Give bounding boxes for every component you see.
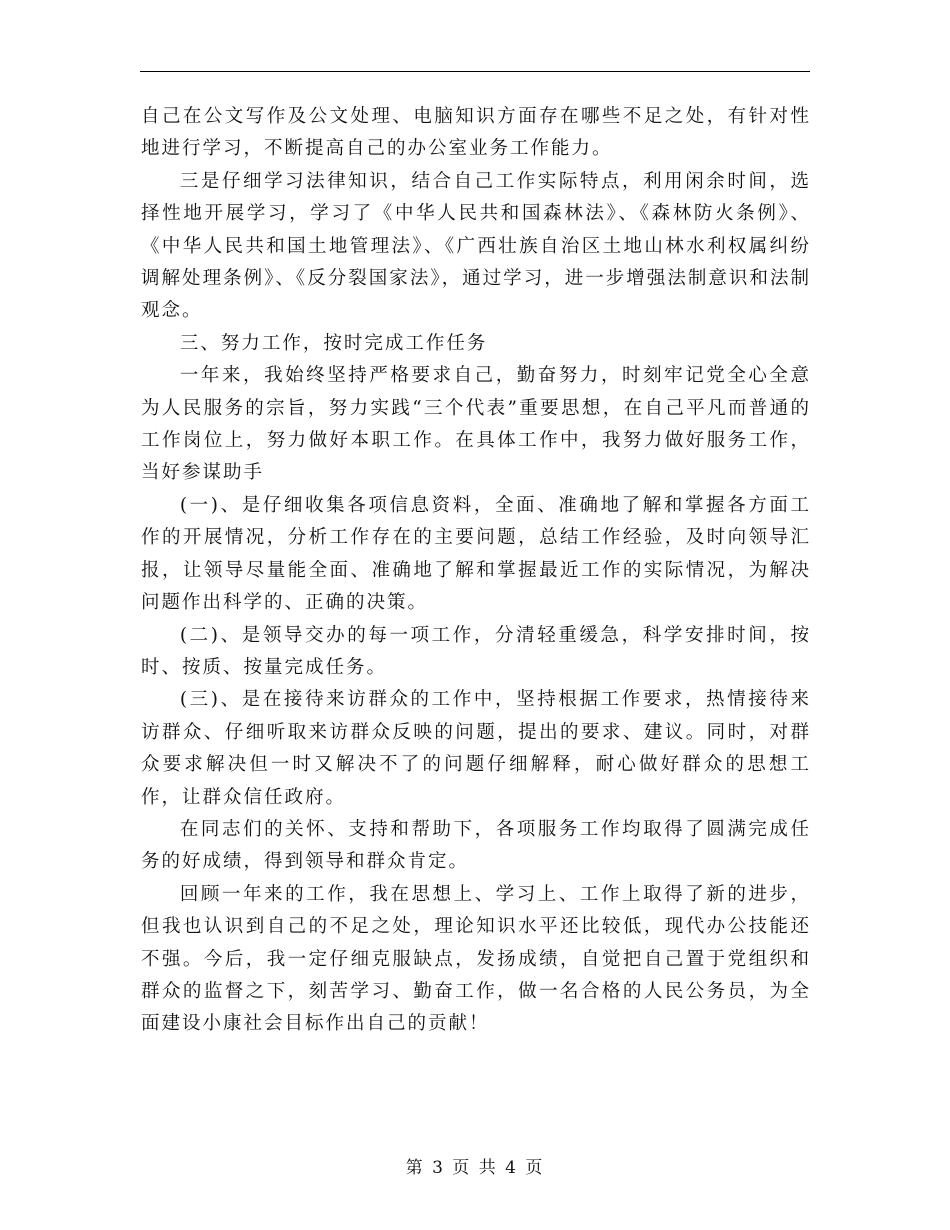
paragraph-9: 回顾一年来的工作，我在思想上、学习上、工作上取得了新的进步，但我也认识到自己的不足之处，理论知识水平还比较低，现代办公技能还不强。今后，我一定仔细克服缺点，发扬成绩，自觉把自己置于党组织和群众的监督之下，刻苦学习、勤奋工作，做一名合格的人民公务员，为全面建设小康社会目标作出自己的贡献！ [141,883,811,1035]
body-text [141,101,811,1041]
paragraph-5: (一)、是仔细收集各项信息资料，全面、准确地了解和掌握各方面工作的开展情况，分析工作存在的主要问题，总结工作经验，及时向领导汇报，让领导尽量能全面、准确地了解和掌握最近工作的实际情况，为解决问题作出科学的、正确的决策。 [141,494,811,614]
paragraph-2: 三是仔细学习法律知识，结合自己工作实际特点，利用闲余时间，选择性地开展学习，学习了《中华人民共和国森林法》、《森林防火条例》、《中华人民共和国土地管理法》、《广西壮族自治区土地山林水利权属纠纷调解处理条例》、《反分裂国家法》，通过学习，进一步增强法制意识和法制观念。 [141,170,811,322]
paragraph-8: 在同志们的关怀、支持和帮助下，各项服务工作均取得了圆满完成任务的好成绩，得到领导和群众肯定。 [141,818,811,873]
paragraph-1: 自己在公文写作及公文处理、电脑知识方面存在哪些不足之处，有针对性地进行学习，不断提高自己的办公室业务工作能力。 [141,106,811,160]
header-rule [140,71,810,72]
paragraph-6: (二)、是领导交办的每一项工作，分清轻重缓急，科学安排时间，按时、按质、按量完成任务。 [141,624,811,678]
paragraph-7: (三)、是在接待来访群众的工作中，坚持根据工作要求，热情接待来访群众、仔细听取来访群众反映的问题，提出的要求、建议。同时，对群众要求解决但一时又解决不了的问题仔细解释，耐心做好群众的思想工作，让群众信任政府。 [141,689,811,808]
page-footer: 第 3 页 共 4 页 [405,1158,545,1178]
section-heading: 三、努力工作，按时完成工作任务 [179,332,488,354]
paragraph-4: 一年来，我始终坚持严格要求自己，勤奋努力，时刻牢记党全心全意为人民服务的宗旨，努力实践“三个代表”重要思想，在自己平凡而普通的工作岗位上，努力做好本职工作。在具体工作中，我努力做好服务工作，当好参谋助手 [141,365,811,484]
